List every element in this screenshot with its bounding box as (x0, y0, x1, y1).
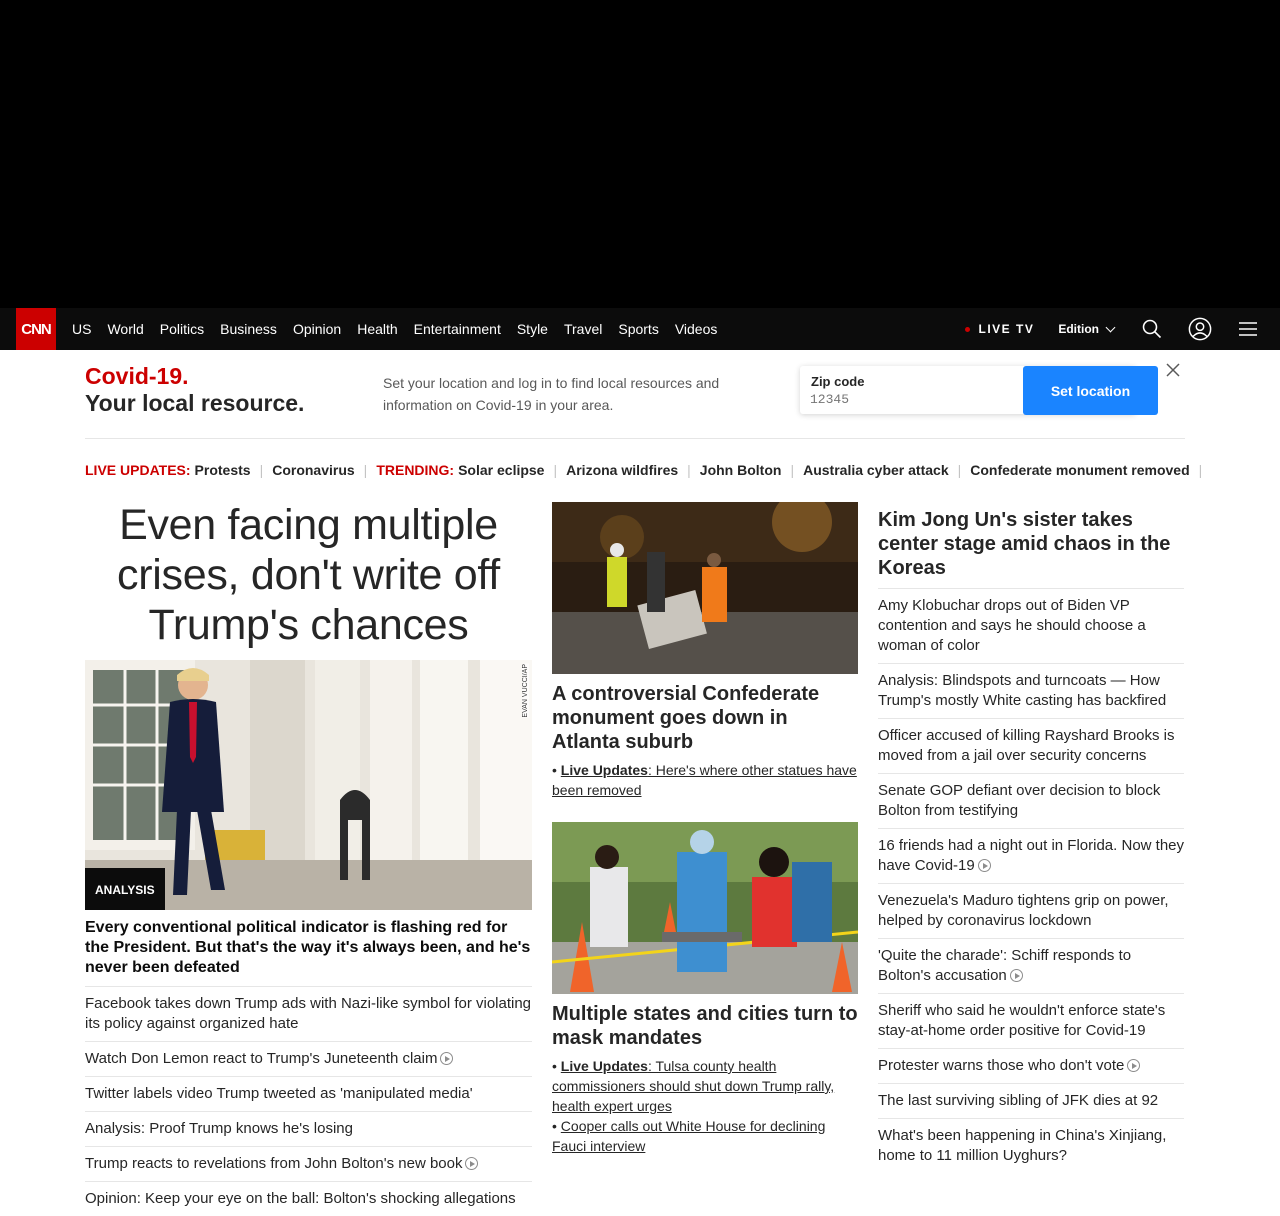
lead-related-list (85, 987, 532, 1216)
nav-link-health[interactable]: Health (357, 321, 398, 337)
monument-removal-photo (552, 502, 858, 674)
list-item-text: 'Quite the charade': Schiff responds to Bolton's accusation (878, 947, 1132, 984)
trending-label: TRENDING: (376, 462, 455, 478)
zip-code-label: Zip code (811, 374, 865, 389)
cooper-fauci-item (552, 1116, 858, 1156)
list-item[interactable] (878, 1049, 1184, 1084)
covid-local-resource-banner (85, 350, 1185, 439)
list-item-text: 16 friends had a night out in Florida. Now they have Covid-19 (878, 837, 1185, 874)
edition-dropdown[interactable] (1058, 322, 1114, 336)
chevron-down-icon (1106, 322, 1116, 332)
analysis-badge: ANALYSIS (85, 868, 165, 910)
confederate-live-updates (552, 760, 858, 800)
list-item[interactable] (85, 1147, 532, 1182)
cooper-fauci-link[interactable]: Cooper calls out White House for declining Fauci interview (552, 1118, 826, 1154)
divider: | (957, 462, 962, 478)
secondary-stories-column (552, 502, 858, 1156)
set-location-button[interactable]: Set location (1023, 366, 1158, 415)
mask-mandates-image[interactable] (552, 822, 858, 994)
edition-label: Edition (1058, 322, 1099, 336)
list-item[interactable] (878, 589, 1184, 664)
trending-item-confederate-monument[interactable]: Confederate monument removed (970, 462, 1190, 478)
nav-link-world[interactable]: World (107, 321, 144, 337)
spacer (552, 800, 858, 822)
list-item-text: What's been happening in China's Xinjiang, home to 11 million Uyghurs? (878, 1127, 1167, 1164)
list-item[interactable] (878, 994, 1184, 1049)
search-icon[interactable] (1140, 317, 1164, 341)
mask-live-updates (552, 1056, 858, 1116)
menu-icon[interactable] (1236, 317, 1260, 341)
close-icon[interactable] (1165, 362, 1181, 378)
list-item-text: Opinion: Keep your eye on the ball: Bolton's shocking allegations (85, 1190, 516, 1207)
bullet: • (552, 762, 561, 778)
trending-bar (85, 461, 1203, 479)
list-item[interactable] (878, 719, 1184, 774)
list-item-text: Analysis: Blindspots and turncoats — How Trump's mostly White casting has backfired (878, 672, 1167, 709)
list-item-text: Venezuela's Maduro tightens grip on power, helped by coronavirus lockdown (878, 892, 1169, 929)
cnn-logo[interactable]: CNN (16, 308, 56, 350)
trending-item-john-bolton[interactable]: John Bolton (699, 462, 782, 478)
nav-link-sports[interactable]: Sports (618, 321, 659, 337)
confederate-live-updates-link[interactable] (552, 762, 857, 798)
lead-subhead[interactable]: Every conventional political indicator is flashing red for the President. But that's the way it's always been, and he's never been defeated (85, 918, 532, 987)
live-tv-label: LIVE TV (978, 322, 1035, 336)
nav-link-opinion[interactable]: Opinion (292, 321, 342, 337)
list-item-text: Officer accused of killing Rayshard Brooks is moved from a jail over security concerns (878, 727, 1175, 764)
covid-description: Set your location and log in to find local resources and information on Covid-19 in your area. (383, 375, 720, 413)
confederate-monument-headline[interactable]: A controversial Confederate monument goes down in Atlanta suburb (552, 683, 820, 753)
nav-link-travel[interactable]: Travel (563, 321, 603, 337)
list-item-text: Amy Klobuchar drops out of Biden VP contention and says he should choose a woman of color (878, 597, 1146, 654)
covid-testing-photo (552, 822, 858, 994)
list-item[interactable] (878, 939, 1184, 994)
list-item-text: Watch Don Lemon react to Trump's Juneteenth claim (85, 1050, 438, 1067)
list-item-text: Analysis: Proof Trump knows he's losing (85, 1120, 353, 1137)
lead-story-column (85, 500, 532, 1216)
list-item[interactable] (85, 1077, 532, 1112)
play-video-icon (1010, 969, 1023, 982)
bullet: • (552, 1058, 561, 1074)
list-item-text: Protester warns those who don't vote (878, 1057, 1125, 1074)
trending-item-solar-eclipse[interactable]: Solar eclipse (458, 462, 545, 478)
play-video-icon (440, 1052, 453, 1065)
live-updates-text: : Here's where other statues have been removed (552, 762, 857, 798)
lead-headline[interactable]: Even facing multiple crises, don't write off Trump's chances (117, 501, 500, 649)
photo-credit: EVAN VUCCI/AP (522, 664, 529, 718)
trending-item-protests[interactable]: Protests (194, 462, 251, 478)
list-item[interactable] (878, 829, 1184, 884)
nav-links (72, 308, 733, 350)
divider: | (687, 462, 691, 478)
nav-link-style[interactable]: Style (516, 321, 548, 337)
confederate-monument-image[interactable] (552, 502, 858, 674)
list-item[interactable] (85, 1112, 532, 1147)
divider: | (1198, 462, 1203, 478)
list-item[interactable] (878, 774, 1184, 829)
list-item-text: The last surviving sibling of JFK dies at 92 (878, 1092, 1159, 1109)
list-item-text: Sheriff who said he wouldn't enforce state's stay-at-home order positive for Covid-19 (878, 1002, 1166, 1039)
nav-link-business[interactable]: Business (220, 321, 277, 337)
covid-banner-title (85, 363, 304, 417)
nav-link-politics[interactable]: Politics (159, 321, 205, 337)
trending-item-australia-cyber-attack[interactable]: Australia cyber attack (803, 462, 949, 478)
nav-link-us[interactable]: US (72, 321, 92, 337)
headlines-column (878, 508, 1184, 1173)
list-item[interactable] (878, 884, 1184, 939)
account-icon[interactable] (1188, 317, 1212, 341)
lead-story-image[interactable] (85, 660, 532, 910)
kim-yo-jong-headline[interactable]: Kim Jong Un's sister takes center stage amid chaos in the Koreas (878, 508, 1184, 589)
main-navigation (0, 308, 1280, 350)
trending-item-coronavirus[interactable]: Coronavirus (272, 462, 355, 478)
live-dot-icon (965, 327, 970, 332)
list-item[interactable] (85, 1182, 532, 1216)
nav-link-videos[interactable]: Videos (674, 321, 718, 337)
zip-code-input[interactable] (810, 392, 1010, 407)
bullet: • (552, 1118, 561, 1134)
divider: | (790, 462, 795, 478)
nav-link-entertainment[interactable]: Entertainment (413, 321, 501, 337)
live-updates-label: LIVE UPDATES: (85, 462, 191, 478)
play-video-icon (1127, 1059, 1140, 1072)
live-updates-text: : Tulsa county health commissioners should shut down Trump rally, health expert urges (552, 1058, 835, 1114)
tulsa-live-updates-link[interactable] (552, 1058, 834, 1114)
play-video-icon (465, 1157, 478, 1170)
list-item-text: Senate GOP defiant over decision to block Bolton from testifying (878, 782, 1161, 819)
live-tv-link[interactable] (965, 322, 1034, 336)
divider: | (553, 462, 558, 478)
live-updates-bold: Live Updates (560, 1058, 648, 1074)
nav-right-controls (965, 308, 1280, 350)
covid-title-black: Your local resource. (85, 390, 305, 416)
ad-banner-area (0, 0, 1280, 308)
list-item[interactable] (85, 1042, 532, 1077)
trending-item-arizona-wildfires[interactable]: Arizona wildfires (566, 462, 679, 478)
divider: | (363, 462, 368, 478)
mask-mandates-headline[interactable]: Multiple states and cities turn to mask mandates (552, 1003, 858, 1049)
list-item[interactable] (85, 987, 532, 1042)
list-item[interactable] (878, 664, 1184, 719)
play-video-icon (978, 859, 991, 872)
list-item[interactable] (878, 1084, 1184, 1119)
list-item[interactable] (878, 1119, 1184, 1173)
divider: | (259, 462, 264, 478)
covid-title-red: Covid-19. (85, 363, 189, 389)
live-updates-bold: Live Updates (560, 762, 648, 778)
list-item-text: Trump reacts to revelations from John Bolton's new book (85, 1155, 463, 1172)
list-item-text: Twitter labels video Trump tweeted as 'manipulated media' (85, 1085, 473, 1102)
list-item-text: Facebook takes down Trump ads with Nazi-like symbol for violating its policy against organized hate (85, 995, 532, 1032)
